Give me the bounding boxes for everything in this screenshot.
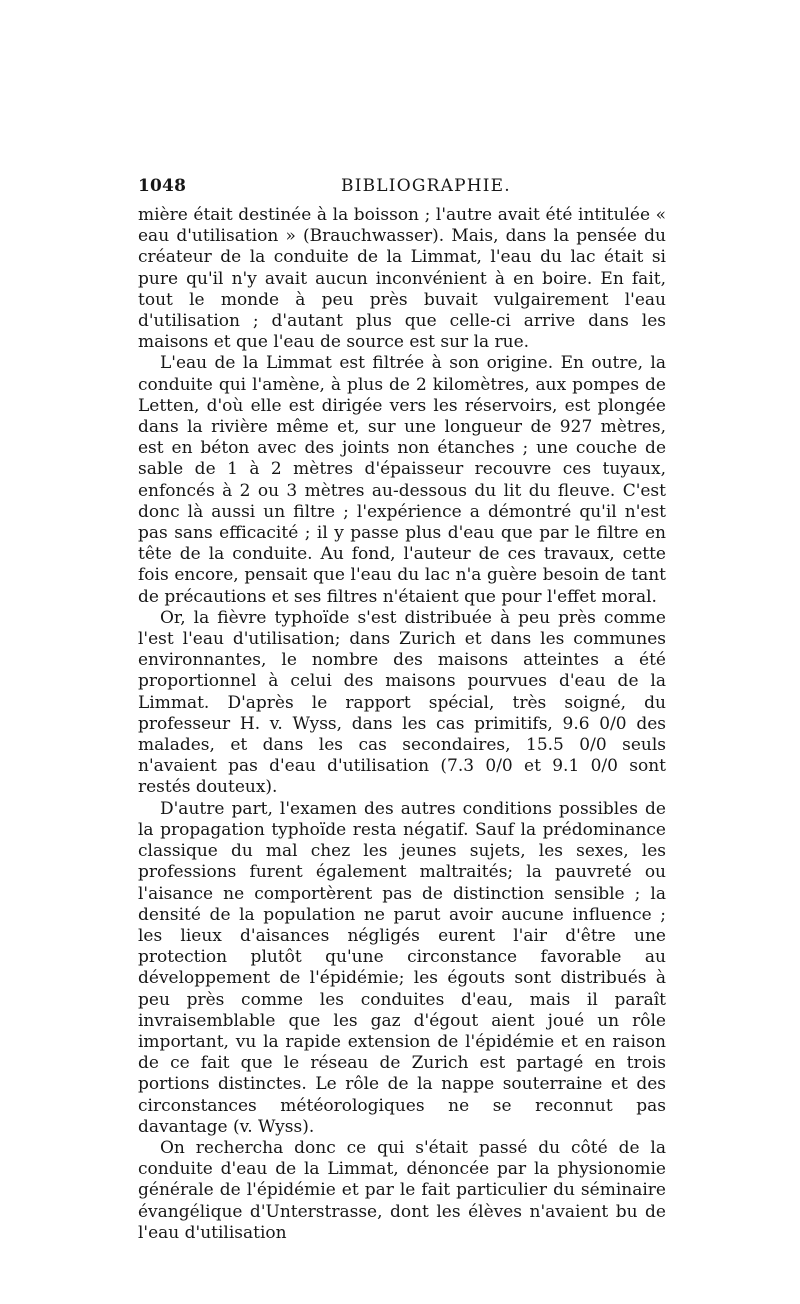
running-title: BIBLIOGRAPHIE. [341, 176, 511, 196]
paragraph-filtration: L'eau de la Limmat est filtrée à son origine. En outre, la conduite qui l'amène, à plus de 2 kilomètres, aux pompes de Letten, d'où elle est dirigée vers les réservoirs, est plongée dans la rivière même et, sur une longueur de 927 mètres, est en béton avec des joints non étanches ; une couche de sable de 1 à 2 mètres d'épaisseur recouvre ces tuyaux, enfoncés à 2 ou 3 mètres au-dessous du lit du fleuve. C'est donc là aussi un filtre ; l'expérience a démontré qu'il n'est pas sans efficacité ; il y passe plus d'eau que par le filtre en tête de la conduite. Au fond, l'auteur de ces travaux, cette fois encore, pensait que l'eau du lac n'a guère besoin de tant de précautions et ses filtres n'étaient que pour l'effet moral. [138, 353, 666, 607]
body-text [138, 205, 666, 1244]
page-number: 1048 [138, 176, 187, 196]
paragraph-investigation: On rechercha donc ce qui s'était passé du côté de la conduite d'eau de la Limmat, dénoncée par la physionomie générale de l'épidémie et par le fait particulier du séminaire évangélique d'Unterstrasse, dont les élèves n'avaient bu de l'eau d'utilisation [138, 1137, 666, 1243]
paragraph-other-conditions: D'autre part, l'examen des autres conditions possibles de la propagation typhoïde resta négatif. Sauf la prédominance classique du mal chez les jeunes sujets, les sexes, les professions furent également maltraités; la pauvreté ou l'aisance ne comportèrent pas de distinction sensible ; la densité de la population ne parut avoir aucune influence ; les lieux d'aisances négligés eurent l'air d'être une protection plutôt qu'une circonstance favorable au développement de l'épidémie; les égouts sont distribués à peu près comme les conduites d'eau, mais il paraît invraisemblable que les gaz d'égout aient joué un rôle important, vu la rapide extension de l'épidémie et en raison de ce fait que le réseau de Zurich est partagé en trois portions distinctes. Le rôle de la nappe souterraine et des circonstances météorologiques ne se reconnut pas davantage (v. Wyss). [138, 798, 666, 1137]
paragraph-continuation: mière était destinée à la boisson ; l'autre avait été intitulée « eau d'utilisation » (Brauchwasser). Mais, dans la pensée du créateur de la conduite de la Limmat, l'eau du lac était si pure qu'il n'y avait aucun inconvénient à en boire. En fait, tout le monde à peu près buvait vulgairement l'eau d'utilisation ; d'autant plus que celle-ci arrive dans les maisons et que l'eau de source est sur la rue. [138, 205, 666, 353]
page-header [138, 176, 666, 200]
paragraph-distribution: Or, la fièvre typhoïde s'est distribuée à peu près comme l'est l'eau d'utilisation; dans Zurich et dans les communes environnantes, le nombre des maisons atteintes a été proportionnel à celui des maisons pourvues d'eau de la Limmat. D'après le rapport spécial, très soigné, du professeur H. v. Wyss, dans les cas primitifs, 9.6 0/0 des malades, et dans les cas secondaires, 15.5 0/0 seuls n'avaient pas d'eau d'utilisation (7.3 0/0 et 9.1 0/0 sont restés douteux). [138, 607, 666, 798]
